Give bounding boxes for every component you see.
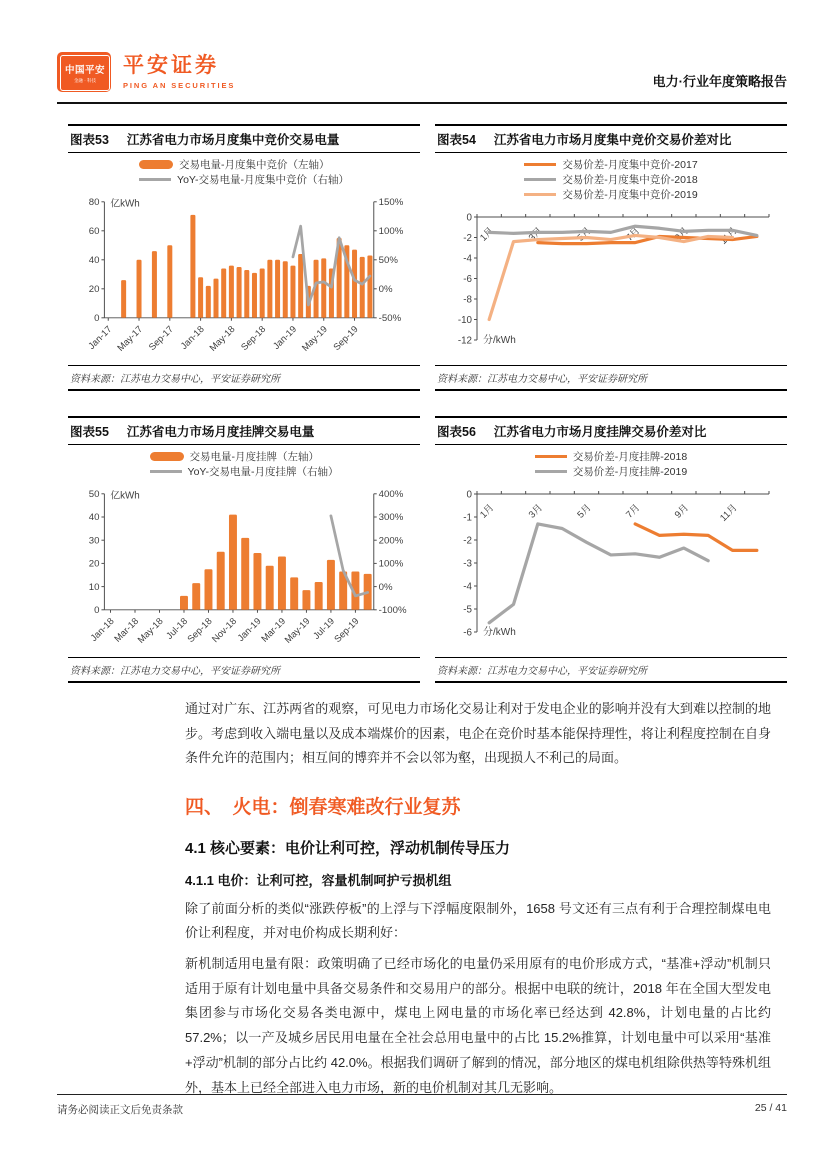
svg-text:5月: 5月 — [575, 502, 594, 521]
page-number: 25 / 41 — [754, 1102, 787, 1114]
figure-56 — [435, 416, 787, 683]
svg-text:5月: 5月 — [575, 225, 594, 244]
svg-text:-50%: -50% — [378, 313, 402, 325]
svg-text:80: 80 — [88, 197, 100, 209]
series-交易价差-月度集中竞价-2018 — [489, 226, 757, 235]
svg-text:-1: -1 — [463, 512, 472, 524]
svg-text:0: 0 — [94, 605, 100, 617]
svg-text:May-19: May-19 — [300, 323, 330, 354]
svg-text:40: 40 — [88, 255, 100, 267]
subsubsection-heading: 4.1.1 电价：让利可控，容量机制呵护亏损机组 — [185, 872, 452, 888]
figure-56-body — [435, 445, 787, 657]
series-交易价差-月度挂牌-2018 — [635, 524, 757, 550]
legend-item — [535, 464, 687, 479]
brand-name-cn: 平安证券 — [123, 54, 219, 78]
svg-text:3月: 3月 — [526, 225, 545, 244]
svg-text:Jan-19: Jan-19 — [235, 615, 263, 644]
legend-label: YoY-交易电量-月度挂牌（右轴） — [187, 466, 339, 478]
svg-text:1月: 1月 — [478, 502, 497, 521]
svg-text:Jan-17: Jan-17 — [86, 323, 114, 352]
legend-label: 交易价差-月度集中竞价-2017 — [562, 159, 698, 171]
svg-text:60: 60 — [88, 226, 100, 238]
legend-item — [524, 187, 697, 202]
legend-item — [150, 449, 320, 464]
svg-text:20: 20 — [88, 558, 100, 570]
axes — [463, 489, 769, 638]
svg-text:Mar-18: Mar-18 — [112, 615, 141, 644]
figure-label: 图表53 — [70, 133, 109, 147]
figure-55-title-row — [68, 416, 420, 445]
line-swatch-icon — [524, 178, 556, 181]
figure-54-title-row — [435, 124, 787, 153]
line-swatch-icon — [150, 470, 182, 473]
page-footer — [57, 1094, 787, 1117]
figure-55-legend — [150, 449, 339, 479]
svg-text:9月: 9月 — [672, 225, 691, 244]
svg-text:Sep-19: Sep-19 — [332, 615, 361, 645]
figure-53-legend — [139, 157, 349, 187]
svg-text:50%: 50% — [378, 255, 398, 267]
svg-text:11月: 11月 — [718, 502, 740, 524]
line-swatch-icon — [535, 455, 567, 458]
logo-text-cn: 中国平安 — [64, 65, 105, 76]
legend-label: 交易电量-月度挂牌（左轴） — [189, 451, 320, 463]
svg-text:May-17: May-17 — [115, 323, 145, 354]
svg-text:亿kWh: 亿kWh — [110, 490, 140, 502]
svg-text:Sep-18: Sep-18 — [185, 615, 214, 645]
legend-item — [524, 172, 697, 187]
bar-swatch-icon — [139, 160, 173, 169]
line-swatch-icon — [524, 193, 556, 196]
svg-text:-4: -4 — [463, 253, 472, 265]
svg-text:-6: -6 — [463, 627, 472, 639]
svg-text:分/kWh: 分/kWh — [483, 627, 516, 638]
figure-title: 江苏省电力市场月度集中竞价交易价差对比 — [493, 133, 732, 147]
svg-text:0: 0 — [94, 313, 100, 325]
svg-text:0: 0 — [466, 489, 472, 501]
svg-text:7月: 7月 — [624, 225, 643, 244]
figure-source: 资料来源：江苏电力交易中心，平安证券研究所 — [435, 365, 787, 391]
legend-item — [524, 157, 697, 172]
figure-54 — [435, 124, 787, 391]
svg-text:20: 20 — [88, 284, 100, 296]
legend-label: 交易价差-月度集中竞价-2019 — [562, 189, 698, 201]
svg-text:-100%: -100% — [378, 605, 407, 617]
line-swatch-icon — [535, 470, 567, 473]
svg-text:-8: -8 — [463, 294, 472, 306]
svg-text:Sep-17: Sep-17 — [146, 323, 176, 353]
svg-text:Jul-18: Jul-18 — [164, 615, 190, 641]
svg-text:-2: -2 — [463, 232, 472, 244]
yoy-line — [331, 516, 368, 596]
svg-text:May-18: May-18 — [207, 323, 237, 354]
brand-block — [57, 52, 235, 92]
svg-text:-10: -10 — [457, 314, 472, 326]
legend-label: 交易价差-月度挂牌-2018 — [572, 451, 688, 463]
svg-text:40: 40 — [88, 512, 100, 524]
bars — [180, 515, 372, 610]
svg-text:400%: 400% — [378, 489, 404, 501]
figure-56-legend — [535, 449, 687, 479]
subsection-heading: 4.1 核心要素：电价让利可控，浮动机制传导压力 — [185, 839, 511, 857]
svg-text:-2: -2 — [463, 535, 472, 547]
svg-text:-6: -6 — [463, 273, 472, 285]
pingan-logo — [57, 52, 111, 92]
page-header — [57, 52, 787, 92]
figure-grid — [68, 124, 787, 683]
svg-text:Jan-18: Jan-18 — [88, 615, 116, 644]
svg-text:150%: 150% — [378, 197, 404, 209]
svg-text:May-18: May-18 — [135, 615, 165, 646]
paragraph-intro: 通过对广东、江苏两省的观察，可见电力市场化交易让利对于发电企业的影响并没有大到难以控制的地步。考虑到收入端电量以及成本端煤价的因素，电企在竞价时基本能保持理性，将让利程度控制在自身条件允许的范围内；相互间的博弈并不会以邻为壑，出现损人不利己的局面。 — [185, 701, 771, 766]
figure-55 — [68, 416, 420, 683]
legend-item — [139, 172, 349, 187]
svg-text:1月: 1月 — [478, 225, 497, 244]
svg-text:Jul-19: Jul-19 — [311, 615, 337, 641]
bar-swatch-icon — [150, 452, 184, 461]
svg-text:100%: 100% — [378, 226, 404, 238]
svg-text:-3: -3 — [463, 558, 472, 570]
fig56-line-chart — [435, 482, 787, 652]
header-rule — [57, 102, 787, 104]
figure-53 — [68, 124, 420, 391]
brand-name-en: PING AN SECURITIES — [123, 80, 236, 90]
legend-item — [150, 464, 339, 479]
svg-text:11月: 11月 — [718, 225, 740, 247]
svg-text:0%: 0% — [378, 581, 393, 593]
figure-title: 江苏省电力市场月度集中竞价交易电量 — [126, 133, 340, 147]
paragraph-1: 除了前面分析的类似“涨跌停板”的上浮与下浮幅度限制外，1658 号文还有三点有利于合理控制煤电电价让利程度，并对电价构成长期利好： — [185, 900, 771, 941]
figure-53-title-row — [68, 124, 420, 153]
legend-label: 交易价差-月度集中竞价-2018 — [562, 174, 698, 186]
figure-55-body — [68, 445, 420, 657]
line-swatch-icon — [524, 163, 556, 166]
figure-label: 图表55 — [70, 425, 109, 439]
fig55-bar-line-chart — [68, 482, 420, 657]
figure-54-legend — [524, 157, 697, 202]
svg-text:Sep-19: Sep-19 — [331, 323, 360, 353]
series-交易价差-月度集中竞价-2019 — [489, 235, 732, 319]
svg-text:30: 30 — [88, 535, 100, 547]
svg-text:May-19: May-19 — [282, 615, 312, 646]
footer-disclaimer: 请务必阅读正文后免责条款 — [57, 1104, 183, 1116]
svg-text:9月: 9月 — [672, 502, 691, 521]
figure-53-body — [68, 153, 420, 365]
report-series-title: 电力·行业年度策略报告 — [652, 74, 787, 89]
section-heading: 四、 火电：倒春寒难改行业复苏 — [185, 797, 461, 819]
legend-item — [535, 449, 687, 464]
svg-text:50: 50 — [88, 489, 100, 501]
fig54-line-chart — [435, 205, 787, 360]
figure-source: 资料来源：江苏电力交易中心，平安证券研究所 — [68, 365, 420, 391]
legend-label: 交易价差-月度挂牌-2019 — [572, 466, 688, 478]
svg-text:分/kWh: 分/kWh — [483, 335, 516, 346]
svg-text:Sep-18: Sep-18 — [239, 323, 268, 353]
legend-label: 交易电量-月度集中竞价（左轴） — [179, 159, 330, 171]
fig53-bar-line-chart — [68, 190, 420, 365]
figure-label: 图表56 — [437, 425, 476, 439]
svg-text:3月: 3月 — [526, 502, 545, 521]
line-swatch-icon — [139, 178, 171, 181]
svg-text:100%: 100% — [378, 558, 404, 570]
brand-name — [123, 54, 235, 89]
svg-text:Nov-18: Nov-18 — [209, 615, 239, 645]
figure-source: 资料来源：江苏电力交易中心，平安证券研究所 — [68, 657, 420, 683]
figure-54-body — [435, 153, 787, 365]
paragraph-2: 新机制适用电量有限：政策明确了已经市场化的电量仍采用原有的电价形成方式，“基准+浮动”机制只适用于原有计划电量中具备交易条件和交易用户的部分。根据中电联的统计，2018 年在全国大型发电集团参与市场化交易各类电源中，煤电上网电量的市场化率已经达到 42.8%，计划电量的占比约 57.2%；以一产及城乡居民用电量在全社会总用电量中的占比 15.2%推算，计划电量中可以采用“基准+浮动”机制的部分占比约 42.0%。根据我们调研了解到的情况，部分地区的煤电机组除供热等特殊机组外，基本上已经全部进入电力市场，新的电价机制对其几无影响。 — [185, 956, 771, 1095]
svg-text:-4: -4 — [463, 581, 472, 593]
svg-text:-12: -12 — [457, 335, 472, 347]
svg-text:Jan-18: Jan-18 — [178, 323, 206, 352]
svg-text:200%: 200% — [378, 535, 404, 547]
legend-label: YoY-交易电量-月度集中竞价（右轴） — [177, 174, 349, 186]
figure-title: 江苏省电力市场月度挂牌交易价差对比 — [493, 425, 707, 439]
svg-text:300%: 300% — [378, 512, 404, 524]
svg-text:0: 0 — [466, 212, 472, 224]
svg-text:7月: 7月 — [624, 502, 643, 521]
svg-text:亿kWh: 亿kWh — [110, 198, 140, 210]
svg-text:Mar-19: Mar-19 — [259, 615, 288, 644]
figure-56-title-row — [435, 416, 787, 445]
pingan-logo-inner — [60, 55, 110, 91]
svg-text:0%: 0% — [378, 284, 393, 296]
svg-text:10: 10 — [88, 581, 100, 593]
figure-label: 图表54 — [437, 133, 476, 147]
series-交易价差-月度挂牌-2019 — [489, 524, 708, 623]
svg-text:-5: -5 — [463, 604, 472, 616]
figure-title: 江苏省电力市场月度挂牌交易电量 — [126, 425, 315, 439]
svg-text:Jan-19: Jan-19 — [271, 323, 299, 352]
figure-source: 资料来源：江苏电力交易中心，平安证券研究所 — [435, 657, 787, 683]
logo-text-sub: 金融 · 科技 — [74, 78, 96, 83]
legend-item — [139, 157, 330, 172]
